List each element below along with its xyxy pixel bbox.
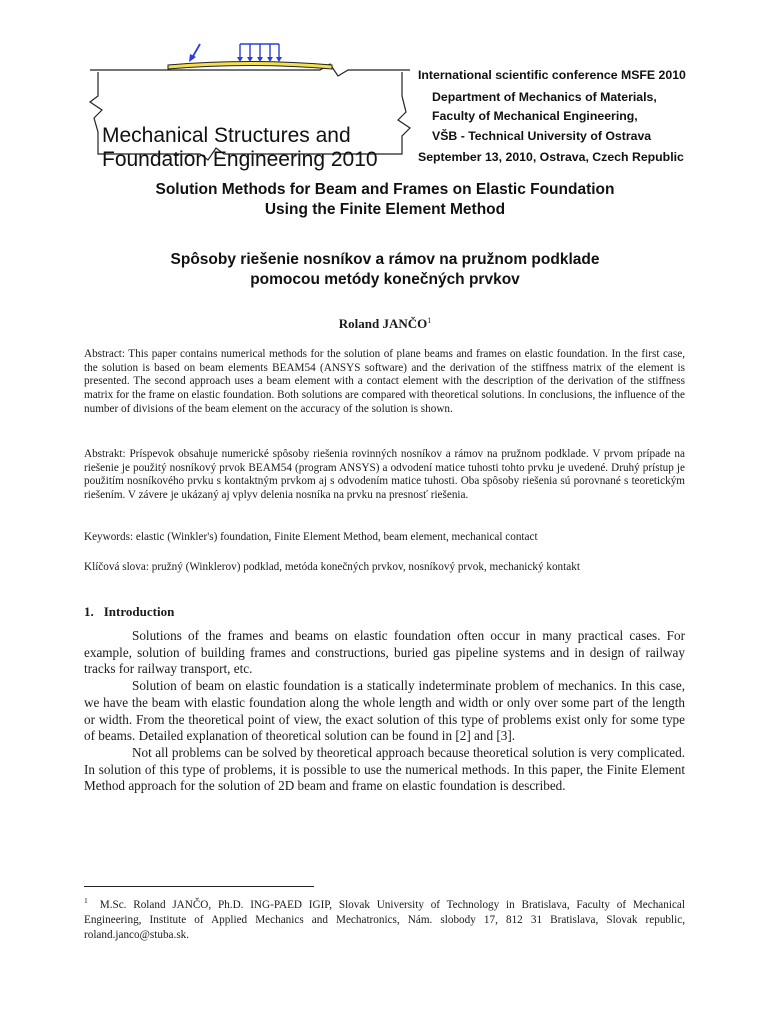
paper-title-en-line2: Using the Finite Element Method <box>264 201 506 218</box>
intro-paragraph: Solutions of the frames and beams on elastic foundation often occur in many practical cases. For example, solution of building frames and constructions, buried gas pipeline systems and in design of railway tracks for railway transport, etc. <box>84 628 685 677</box>
keywords: Keywords: elastic (Winkler's) foundation, Finite Element Method, beam element, mechanical contact <box>84 531 538 543</box>
paper-title-en <box>80 180 690 220</box>
logo-title <box>102 124 412 172</box>
keywords-sk: Klíčová slova: pružný (Winklerov) podklad, metóda konečných prvkov, nosníkový prvok, mechanický kontakt <box>84 561 580 573</box>
paper-title-en-line1: Solution Methods for Beam and Frames on Elastic Foundation <box>155 181 615 198</box>
logo-title-line1: Mechanical Structures and <box>102 124 351 147</box>
abstract-en: Abstract: This paper contains numerical methods for the solution of plane beams and frames on elastic foundation. In the first case, the solution is based on beam elements BEAM54 (ANSYS software) and the derivation of the stiffness matrix of the element is presented. The second approach uses a beam element with a contact element with the description of the derivation of the stiffness matrix for the frame on elastic foundation. Both solutions are compared with theoretical solutions. In conclusions, the influence of the number of divisions of the beam element on the accuracy of the solution is shown. <box>84 348 685 415</box>
author-line <box>80 316 690 332</box>
footnote-rule <box>84 886 314 887</box>
conference-info <box>418 66 708 168</box>
intro-paragraph: Not all problems can be solved by theoretical approach because theoretical solution is very complicated. In solution of this type of problems, it is possible to use the numerical methods. In this paper, the Finite Element Method approach for the solution of 2D beam and frame on elastic foundation is described. <box>84 744 685 794</box>
conference-date: September 13, 2010, Ostrava, Czech Republic <box>418 150 684 165</box>
section-heading <box>84 604 184 620</box>
conference-faculty: Faculty of Mechanical Engineering, <box>432 109 638 124</box>
paper-title-sk-line1: Spôsoby riešenie nosníkov a rámov na pružnom podklade <box>170 251 600 268</box>
intro-paragraph: Solution of beam on elastic foundation is a statically indeterminate problem of mechanics. In this case, we have the beam with elastic foundation along the whole length and width or only over some part of the length or width. From the theoretical point of view, the exact solution of this type of problems exist only for some type of beams. Detailed explanation of theoretical solution can be found in [2] and [3]. <box>84 678 685 744</box>
author-footnote-mark: 1 <box>427 316 432 325</box>
section-number: 1. <box>84 604 94 619</box>
introduction-body <box>84 628 685 795</box>
logo-title-line2: Foundation Engineering 2010 <box>102 148 378 171</box>
footnote-mark: 1 <box>84 896 88 905</box>
footnote <box>84 893 685 943</box>
paper-title-sk <box>80 250 690 290</box>
distributed-load-icon <box>237 44 282 62</box>
point-load-arrow-icon <box>189 44 200 62</box>
conference-name: International scientific conference MSFE 2010 <box>418 68 686 82</box>
abstract-sk: Abstrakt: Príspevok obsahuje numerické spôsoby riešenia rovinných nosníkov a rámov na pružnom podklade. V prvom prípade na riešenie je použitý nosníkový prvok BEAM54 (program ANSYS) a odvodení matice tuhosti tohto prvku je uvedené. Druhý prístup je použitím nosníkového prvku s kontaktným prvkom aj s odvodením matice tuhosti. Oba spôsoby riešenia sú porovnané s teoretickým riešením. V závere je ukázaný aj vplyv delenia nosníka na prvku na presnosť riešenia. <box>84 448 685 502</box>
paper-title-sk-line2: pomocou metódy konečných prvkov <box>250 271 520 288</box>
conference-department: Department of Mechanics of Materials, <box>432 89 657 104</box>
conference-university: VŠB - Technical University of Ostrava <box>432 128 652 143</box>
conference-header <box>80 36 695 171</box>
section-title: Introduction <box>103 604 175 619</box>
author-name: Roland JANČO <box>338 316 428 331</box>
footnote-text: M.Sc. Roland JANČO, Ph.D. ING-PAED IGIP, Slovak University of Technology in Bratislava, Faculty of Mechanical Engineering, Institute of Applied Mechanics and Mechatronics, Nám. slobody 17, 812 31 Bratislava, Slovak republic, roland.janco@stuba.sk. <box>84 899 685 941</box>
beam-shape <box>168 62 332 70</box>
